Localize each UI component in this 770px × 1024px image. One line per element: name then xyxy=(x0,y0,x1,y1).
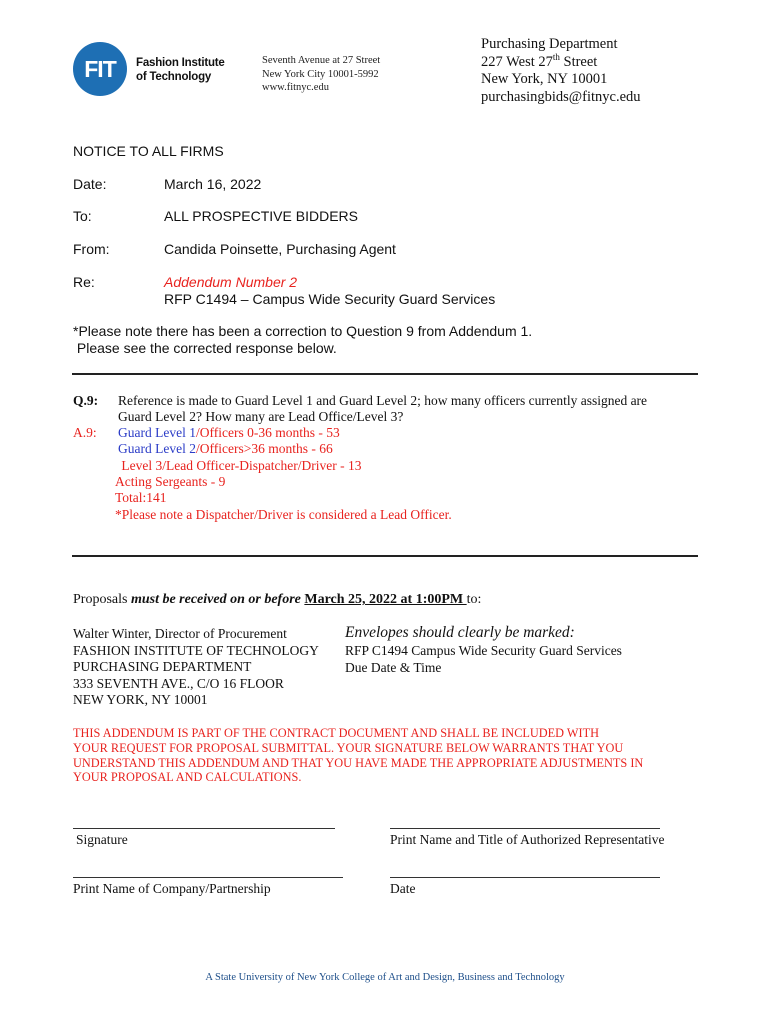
print-name-title-label: Print Name and Title of Authorized Representative xyxy=(390,832,665,847)
re-label: Re: xyxy=(73,274,95,290)
company-name-line[interactable] xyxy=(73,877,343,878)
addendum-notice xyxy=(73,726,643,785)
addendum-notice-line1: THIS ADDENDUM IS PART OF THE CONTRACT DOCUMENT AND SHALL BE INCLUDED WITH xyxy=(73,726,600,740)
answer-label: A.9: xyxy=(73,425,97,440)
signature-label: Signature xyxy=(76,832,128,847)
print-name-title-line[interactable] xyxy=(390,828,660,829)
footer-tagline: A State University of New York College of Art and Design, Business and Technology xyxy=(205,972,565,983)
address-block-line2: FASHION INSTITUTE OF TECHNOLOGY xyxy=(73,642,319,658)
answer-line6: *Please note a Dispatcher/Driver is considered a Lead Officer. xyxy=(115,507,452,522)
addendum-notice-line4: YOUR PROPOSAL AND CALCULATIONS. xyxy=(73,770,302,785)
envelope-line1: RFP C1494 Campus Wide Security Guard Services xyxy=(345,643,622,658)
answer-line5: Total:141 xyxy=(115,490,167,505)
re-addendum: Addendum Number 2 xyxy=(164,274,298,290)
company-name-label: Print Name of Company/Partnership xyxy=(73,881,271,896)
from-value: Candida Poinsette, Purchasing Agent xyxy=(164,241,396,257)
institute-name-line1: Fashion Institute xyxy=(136,57,225,69)
date-value: March 16, 2022 xyxy=(164,176,262,192)
from-label: From: xyxy=(73,241,110,257)
date-label: Date: xyxy=(73,176,107,192)
notice-title: NOTICE TO ALL FIRMS xyxy=(73,143,224,159)
logo-text: FIT xyxy=(84,55,116,82)
dept-street: 227 West 27th Street xyxy=(481,51,598,70)
address-line1: Seventh Avenue at 27 Street xyxy=(262,55,381,66)
mailing-address xyxy=(73,626,319,709)
address-block-line1: Walter Winter, Director of Procurement xyxy=(73,626,287,641)
answer-line4: Acting Sergeants - 9 xyxy=(115,474,226,489)
to-value: ALL PROSPECTIVE BIDDERS xyxy=(164,208,358,224)
fit-logo xyxy=(73,42,127,96)
divider-top xyxy=(72,373,698,375)
question-line2: Guard Level 2? How many are Lead Office/Level 3? xyxy=(118,409,404,424)
dept-email: purchasingbids@fitnyc.edu xyxy=(481,88,641,105)
envelope-heading: Envelopes should clearly be marked: xyxy=(345,624,575,641)
addendum-notice-line3: UNDERSTAND THIS ADDENDUM AND THAT YOU HAVE MADE THE APPROPRIATE ADJUSTMENTS IN xyxy=(73,755,644,770)
envelope-details xyxy=(345,643,622,676)
question-label: Q.9: xyxy=(73,393,99,408)
addendum-notice-line2: YOUR REQUEST FOR PROPOSAL SUBMITTAL. YOUR SIGNATURE BELOW WARRANTS THAT YOU xyxy=(73,740,624,755)
correction-note-line2: Please see the corrected response below. xyxy=(73,340,337,356)
purchasing-dept-address xyxy=(481,36,641,106)
dept-city: New York, NY 10001 xyxy=(481,71,608,87)
address-line3: www.fitnyc.edu xyxy=(262,82,329,93)
institute-address xyxy=(262,54,380,95)
re-rfp: RFP C1494 – Campus Wide Security Guard Services xyxy=(164,291,496,307)
address-line2: New York City 10001-5992 xyxy=(262,68,379,80)
institute-name xyxy=(136,56,225,84)
answer-line2: Guard Level 2/Officers>36 months - 66 xyxy=(118,441,333,456)
date-line[interactable] xyxy=(390,877,660,878)
dept-name: Purchasing Department xyxy=(481,36,618,52)
to-label: To: xyxy=(73,208,92,224)
date-sign-label: Date xyxy=(390,881,416,896)
correction-note-line1: *Please note there has been a correction to Question 9 from Addendum 1. xyxy=(73,323,533,339)
institute-name-line2: of Technology xyxy=(136,71,212,83)
answer-line3: Level 3/Lead Officer-Dispatcher/Driver - 13 xyxy=(118,458,362,473)
divider-bottom xyxy=(72,555,698,557)
proposal-deadline: Proposals must be received on or before March 25, 2022 at 1:00PM to: xyxy=(73,592,482,607)
answer-line1: Guard Level 1/Officers 0-36 months - 53 xyxy=(118,425,340,440)
signature-line[interactable] xyxy=(73,828,335,829)
address-block-line5: NEW YORK, NY 10001 xyxy=(73,692,208,707)
question-line1: Reference is made to Guard Level 1 and Guard Level 2; how many officers currently assigned are xyxy=(118,393,648,408)
envelope-line2: Due Date & Time xyxy=(345,659,442,675)
address-block-line3: PURCHASING DEPARTMENT xyxy=(73,659,252,674)
address-block-line4: 333 SEVENTH AVE., C/O 16 FLOOR xyxy=(73,675,284,691)
